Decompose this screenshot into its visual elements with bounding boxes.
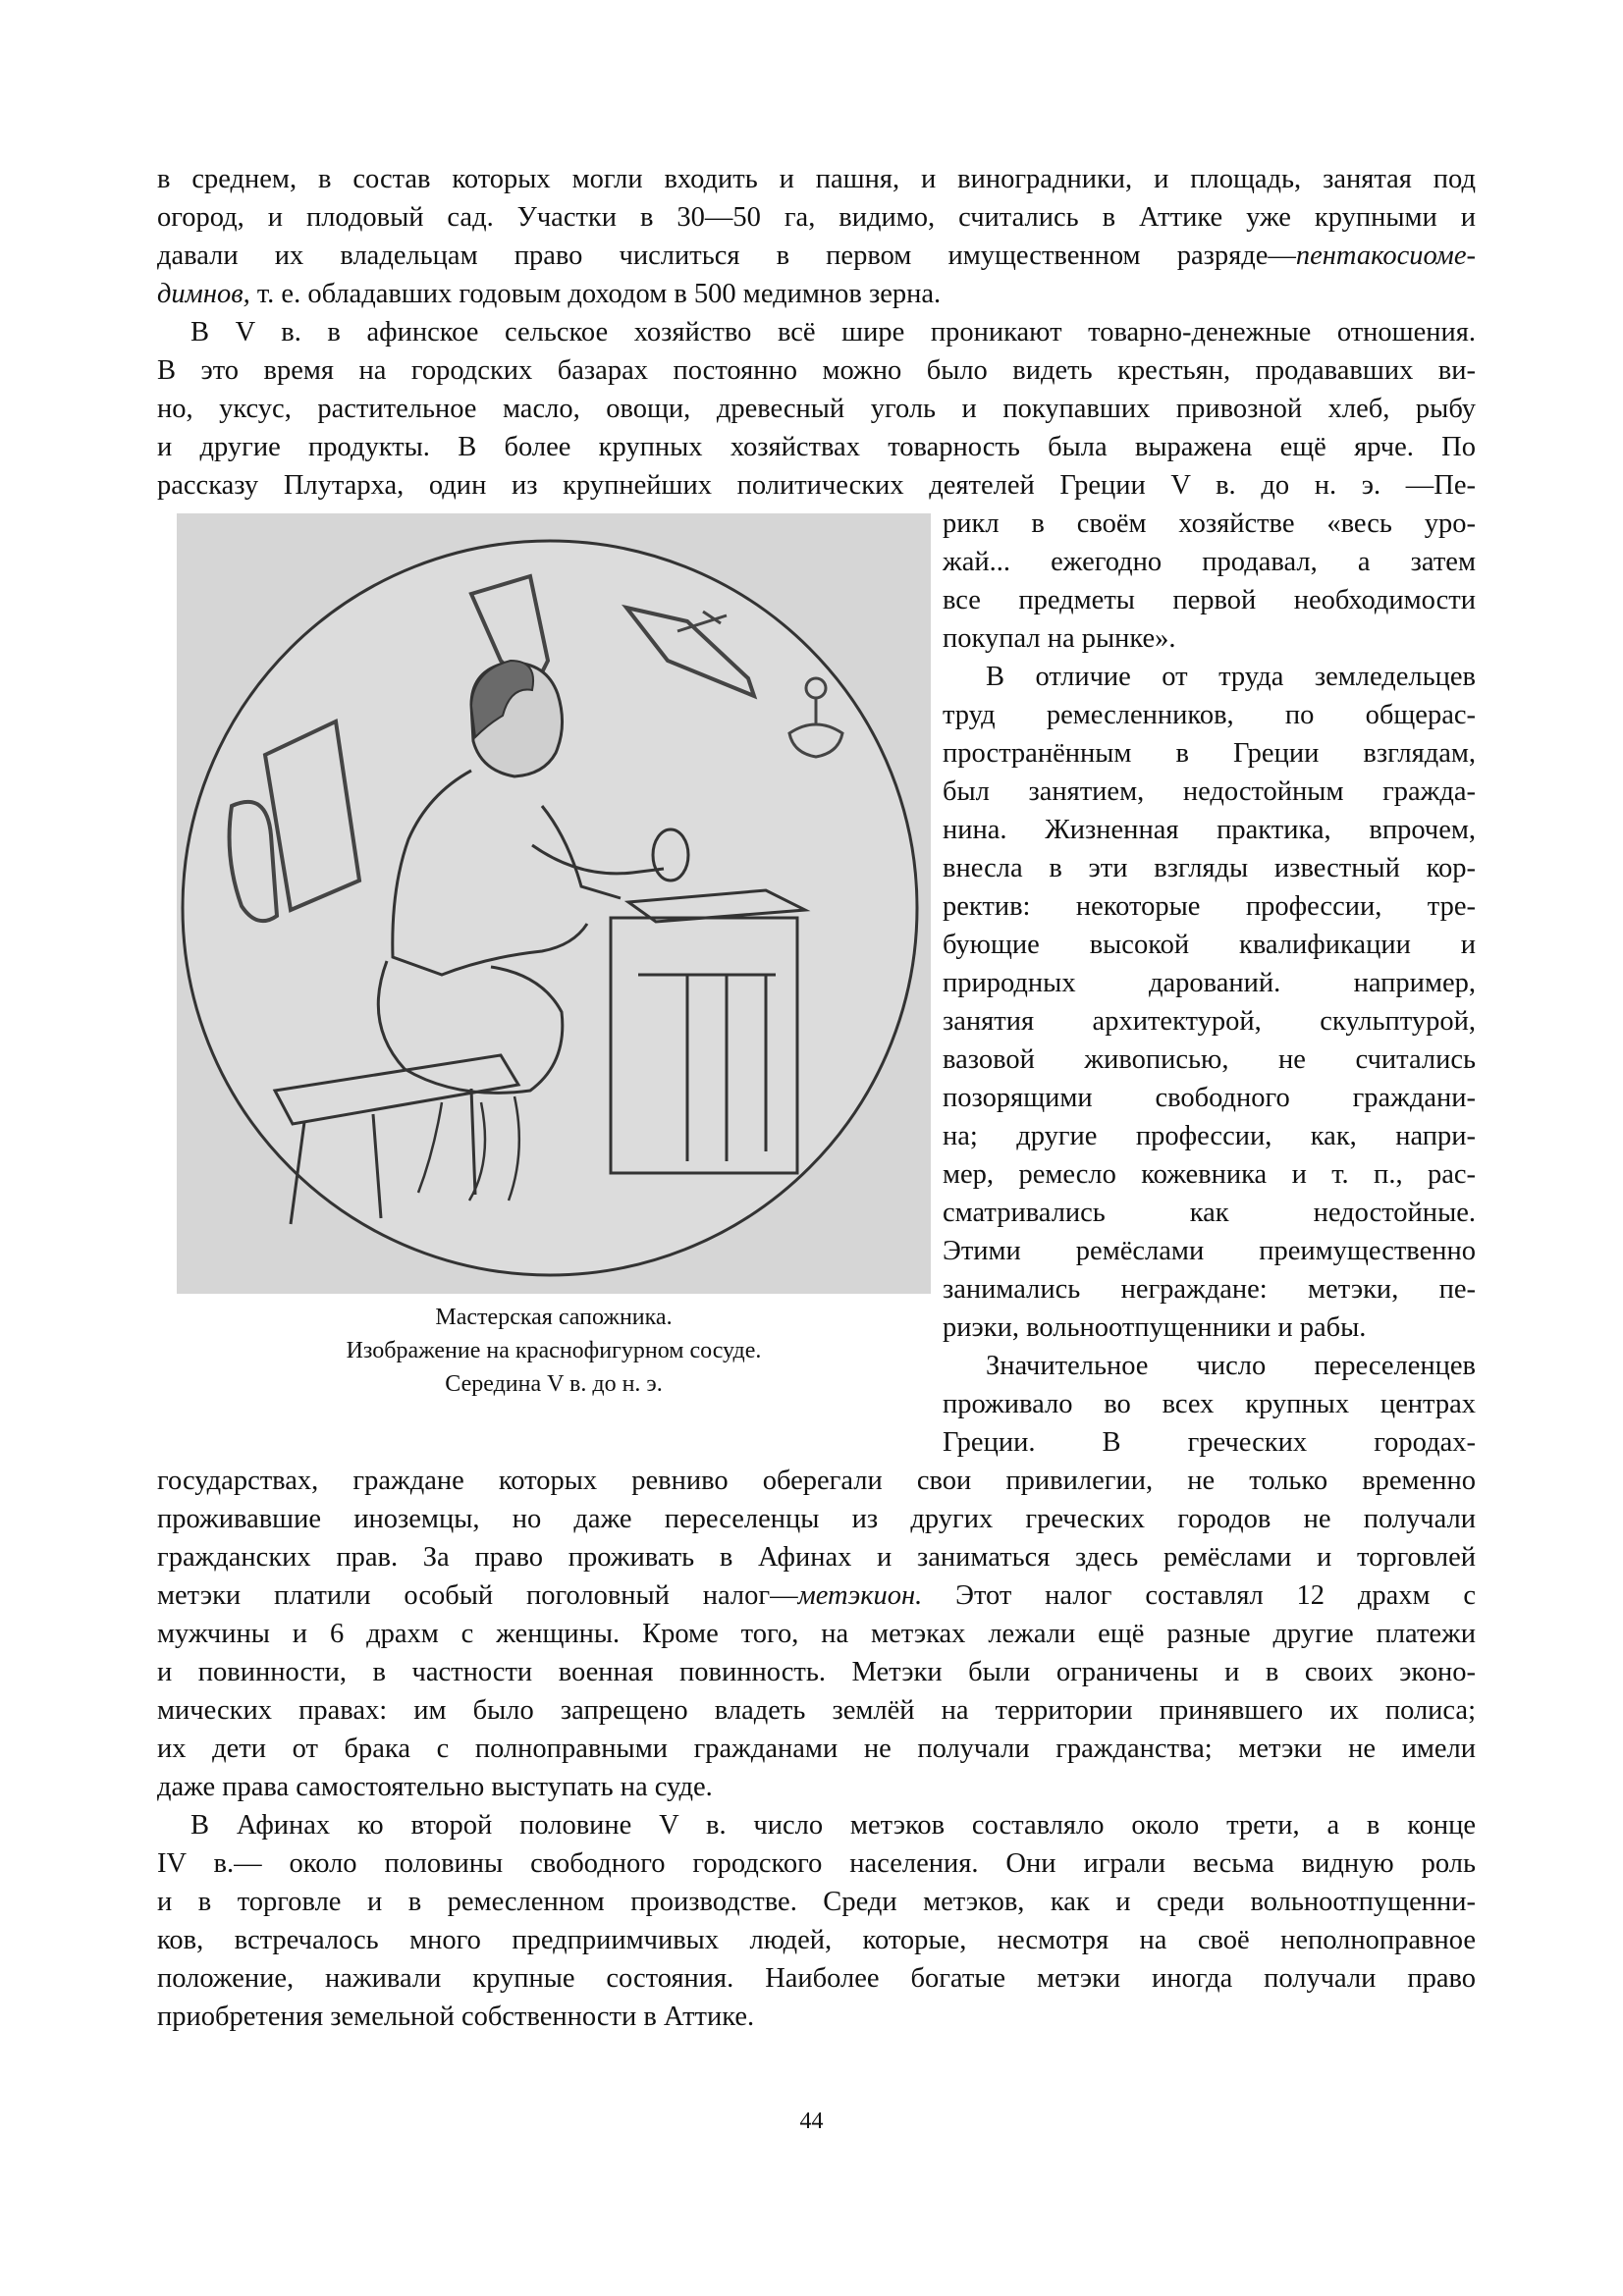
text-line: и другие продукты. В более крупных хозяйствах товарность была выражена ещё ярче. По (157, 432, 1476, 462)
text-line: занимались неграждане: метэки, пе- (943, 1274, 1476, 1305)
figure-caption-line: Середина V в. до н. э. (445, 1371, 663, 1397)
text-segment: т. е. обладавших годовым доходом в 500 медимнов зерна. (249, 279, 942, 309)
text-line: в среднем, в состав которых могли входить и пашня, и виноградники, и площадь, занятая под (157, 164, 1476, 194)
text-line: позорящими свободного граждани- (943, 1083, 1476, 1113)
text-line (157, 237, 1476, 275)
text-line: огород, и плодовый сад. Участки в 30—50 га, видимо, считались в Аттике уже крупными и (157, 202, 1476, 233)
italic-term: пентакосиоме- (1295, 240, 1476, 271)
text-line: Этими ремёслами преимущественно (943, 1236, 1476, 1266)
text-line: мужчины и 6 драхм с женщины. Кроме того, на метэках лежали ещё разные другие платежи (157, 1619, 1476, 1649)
text-line: на; другие профессии, как, напри- (943, 1121, 1476, 1151)
text-line: гражданских прав. За право проживать в Афинах и заниматься здесь ремёслами и торговлей (157, 1542, 1476, 1573)
text-line: природных дарований. например, (943, 968, 1476, 998)
text-line: бующие высокой квалификации и (943, 930, 1476, 960)
text-line: рассказу Плутарха, один из крупнейших политических деятелей Греции V в. до н. э. —Пе- (157, 470, 1476, 501)
text-line: мер, ремесло кожевника и т. п., рас- (943, 1159, 1476, 1190)
text-line: труд ремесленников, по общерас- (943, 700, 1476, 730)
italic-term: димнов, (157, 279, 250, 309)
figure-caption-line: Мастерская сапожника. (435, 1305, 673, 1330)
text-line: В Афинах ко второй половине V в. число метэков составляло около трети, а в конце (190, 1810, 1476, 1841)
text-line (157, 275, 1476, 313)
text-line: и повинности, в частности военная повинность. Метэки были ограничены и в своих эконо- (157, 1657, 1476, 1687)
text-line: Греции. В греческих городах- (943, 1427, 1476, 1458)
text-line: ректив: некоторые профессии, тре- (943, 891, 1476, 922)
text-line: В V в. в афинское сельское хозяйство всё шире проникают товарно-денежные отношения. (190, 317, 1476, 347)
italic-term: метэкион. (797, 1580, 923, 1611)
text-line: положение, наживали крупные состояния. Наиболее богатые метэки иногда получали право (157, 1963, 1476, 1994)
text-line: их дети от брака с полноправными гражданами не получали гражданства; метэки не имели (157, 1734, 1476, 1764)
text-segment: метэки платили особый поголовный налог— (157, 1580, 798, 1611)
text-segment: Этот налог составлял 12 драхм с (922, 1580, 1476, 1611)
text-segment: давали их владельцам право числиться в первом имущественном разряде— (157, 240, 1296, 271)
text-line: но, уксус, растительное масло, овощи, древесный уголь и покупавших привозной хлеб, рыбу (157, 394, 1476, 424)
text-line: государствах, граждане которых ревниво оберегали свои привилегии, не только временно (157, 1466, 1476, 1496)
figure-caption-line: Изображение на краснофигурном сосуде. (346, 1338, 762, 1363)
text-line: В это время на городских базарах постоянно можно было видеть крестьян, продававших ви- (157, 355, 1476, 386)
text-line: и в торговле и в ремесленном производстве. Среди метэков, как и среди вольноотпущенни- (157, 1887, 1476, 1917)
text-line: приобретения земельной собственности в Аттике. (157, 2002, 755, 2032)
text-line: покупал на рынке». (943, 623, 1176, 654)
text-line: нина. Жизненная практика, впрочем, (943, 815, 1476, 845)
text-line: занятия архитектурой, скульптурой, (943, 1006, 1476, 1037)
text-line: пространённым в Греции взглядам, (943, 738, 1476, 769)
text-line: мических правах: им было запрещено владеть землёй на территории принявшего их полиса; (157, 1695, 1476, 1726)
text-line (157, 1576, 1476, 1615)
text-line: В отличие от труда земледельцев (986, 662, 1476, 692)
text-line: вазовой живописью, не считались (943, 1044, 1476, 1075)
text-line: проживавшие иноземцы, но даже переселенцы из других греческих городов не получали (157, 1504, 1476, 1534)
text-line: все предметы первой необходимости (943, 585, 1476, 615)
text-line: IV в.— около половины свободного городского населения. Они играли весьма видную роль (157, 1848, 1476, 1879)
vase-drawing (177, 513, 931, 1294)
text-line: ков, встречалось много предприимчивых людей, которые, несмотря на своё неполноправное (157, 1925, 1476, 1955)
figure-illustration (177, 513, 931, 1294)
page-number: 44 (799, 2109, 824, 2134)
text-line: внесла в эти взгляды известный кор- (943, 853, 1476, 883)
text-line: Значительное число переселенцев (986, 1351, 1476, 1381)
text-line: был занятием, недостойным гражда- (943, 776, 1476, 807)
text-line: жай... ежегодно продавал, а затем (943, 547, 1476, 577)
text-line: сматривались как недостойные. (943, 1198, 1476, 1228)
text-line: рикл в своём хозяйстве «весь уро- (943, 508, 1476, 539)
text-line: даже права самостоятельно выступать на суде. (157, 1772, 713, 1802)
text-line: риэки, вольноотпущенники и рабы. (943, 1312, 1367, 1343)
text-line: проживало во всех крупных центрах (943, 1389, 1476, 1419)
